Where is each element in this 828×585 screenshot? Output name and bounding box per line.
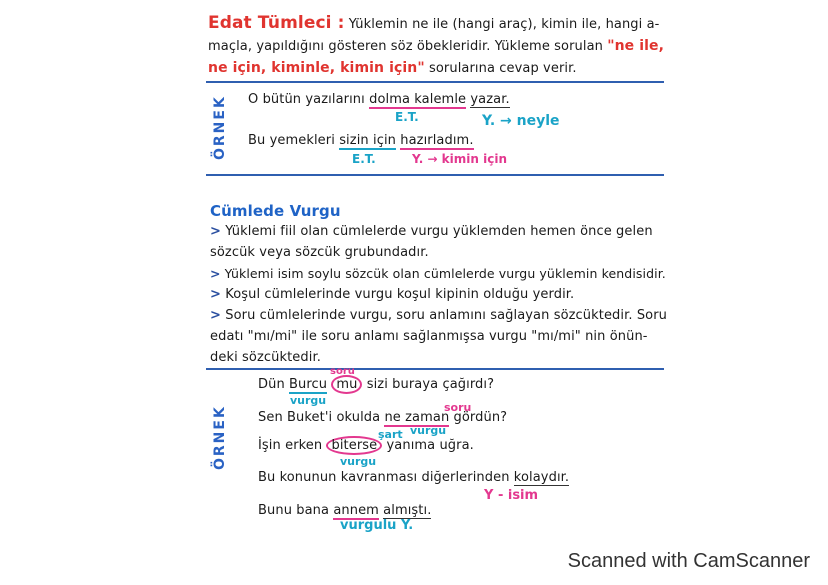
vurgu-bullet-4-line-1 — [210, 308, 667, 323]
example2-e2-part-a: Sen Buket'i okulda — [258, 410, 381, 425]
example2-e1-annotation-vurgu: vurgu — [290, 394, 327, 407]
edat-tumleci-heading: Edat Tümleci : — [208, 13, 345, 33]
definition-line-2: maçla, yapıldığını gösteren söz öbekleridir. Yükleme sorulan — [208, 39, 603, 54]
divider-top — [206, 81, 664, 83]
example1-s2-annotation-y: Y. → kimin için — [412, 152, 507, 166]
vurgu-bullet-3-text: Koşul cümlelerinde vurgu koşul kipinin olduğu yerdir. — [225, 287, 575, 302]
example2-e2-annotation-vurgu: vurgu — [410, 424, 447, 437]
ornek-label-1: ÖRNEK — [212, 95, 228, 160]
vurgu-bullet-2 — [210, 266, 666, 281]
example1-s1-part-a: O bütün yazılarını — [248, 92, 365, 107]
example2-sentence2 — [258, 410, 507, 425]
bullet-arrow-icon: > — [210, 287, 221, 302]
example1-s1-annotation-y: Y. → neyle — [482, 113, 560, 129]
example2-e5-part-b: annem — [333, 503, 379, 518]
example1-s2-part-b: sizin için — [339, 133, 396, 148]
definition-quote-1: "ne ile, — [607, 38, 665, 54]
example2-e3-annotation-sart: şart — [378, 428, 403, 441]
example2-e5-part-c: almıştı. — [383, 503, 432, 518]
camscanner-watermark: Scanned with CamScanner — [567, 550, 810, 572]
definition-line-1: Yüklemin ne ile (hangi araç), kimin ile, hangi a- — [348, 17, 660, 32]
example1-s1-part-b: dolma kalemle — [369, 92, 467, 107]
example2-e2-part-b: ne zaman — [384, 410, 450, 425]
vurgu-bullet-4-line-3: deki sözcüktedir. — [210, 350, 321, 365]
vurgu-bullet-1-line-2: sözcük veya sözcük grubundadır. — [210, 245, 429, 260]
example2-sentence1 — [258, 377, 494, 392]
example2-e1-part-c: mu — [331, 375, 362, 394]
example2-e1-annotation-soru: soru — [330, 366, 355, 377]
example2-e4-part-a: Bu konunun kavranması diğerlerinden — [258, 470, 510, 485]
divider-middle — [206, 174, 664, 176]
example2-sentence3 — [258, 438, 474, 453]
example1-s1-part-c: yazar. — [470, 92, 510, 107]
divider-bottom — [206, 368, 664, 370]
example2-e3-part-b: biterse — [326, 436, 382, 455]
definition-quote-2: ne için, kiminle, kimin için" — [208, 60, 425, 76]
example1-sentence1 — [248, 92, 510, 107]
example2-e3-part-a: İşin erken — [258, 438, 323, 453]
vurgu-bullet-4-text-1: Soru cümlelerinde vurgu, soru anlamını sağlayan sözcüktedir. Soru — [225, 308, 668, 323]
edat-tumleci-heading-line — [208, 13, 659, 33]
example2-e1-part-b: Burcu — [289, 377, 328, 392]
example2-e1-part-a: Dün — [258, 377, 285, 392]
vurgu-bullet-3 — [210, 287, 574, 302]
bullet-arrow-icon: > — [210, 308, 221, 323]
example2-e4-annotation: Y - isim — [484, 488, 539, 503]
example2-e3-part-c: yanıma uğra. — [386, 438, 474, 453]
example2-e1-part-d: sizi buraya çağırdı? — [366, 377, 495, 392]
example1-s2-annotation-et: E.T. — [352, 152, 376, 166]
example2-e5-annotation: vurgulu Y. — [340, 518, 414, 533]
bullet-arrow-icon: > — [210, 266, 221, 281]
vurgu-bullet-4-line-2: edatı "mı/mi" ile soru anlamı sağlanmışsa vurgu "mı/mi" nin önün- — [210, 329, 648, 344]
example2-e3-annotation-vurgu: vurgu — [340, 455, 377, 468]
example1-sentence2 — [248, 133, 474, 148]
example2-e2-part-c: gördün? — [453, 410, 508, 425]
ornek-label-2: ÖRNEK — [212, 405, 228, 470]
example1-s1-annotation-et: E.T. — [395, 110, 419, 124]
bullet-arrow-icon: > — [210, 224, 221, 239]
vurgu-bullet-1-line-1 — [210, 224, 653, 239]
example2-e5-part-a: Bunu bana — [258, 503, 330, 518]
example2-sentence4 — [258, 470, 569, 485]
vurgu-bullet-1-text-1: Yüklemi fiil olan cümlelerde vurgu yüklemden hemen önce gelen — [225, 224, 653, 239]
vurgu-bullet-2-text: Yüklemi isim soylu sözcük olan cümlelerde vurgu yüklemin kendisidir. — [224, 266, 666, 281]
example2-e2-annotation-soru: soru — [444, 401, 472, 414]
example2-sentence5 — [258, 503, 431, 518]
vurgu-heading: Cümlede Vurgu — [210, 202, 341, 220]
example1-s2-part-c: hazırladım. — [400, 133, 474, 148]
definition-line-3-wrap — [208, 60, 577, 76]
definition-line-3: sorularına cevap verir. — [428, 61, 577, 76]
example1-s2-part-a: Bu yemekleri — [248, 133, 335, 148]
definition-line-2-wrap — [208, 38, 664, 54]
example2-e4-part-b: kolaydır. — [513, 470, 570, 485]
